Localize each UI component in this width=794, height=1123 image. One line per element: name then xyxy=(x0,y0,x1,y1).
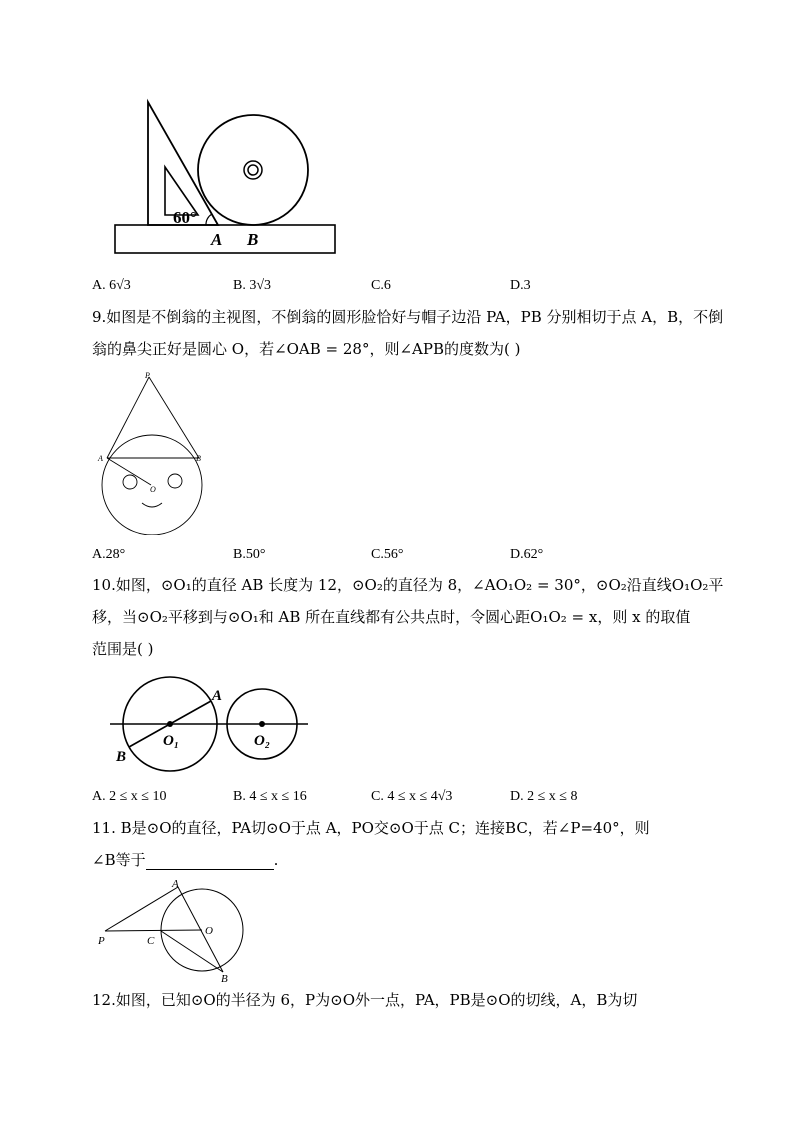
figure-tangent xyxy=(92,876,252,984)
point-label-b: B xyxy=(221,973,228,984)
set-square-outer xyxy=(148,102,218,225)
q10-option-b: B. 4 ≤ x ≤ 16 xyxy=(233,789,307,804)
point-label-o: O xyxy=(150,485,156,494)
left-eye xyxy=(123,475,137,489)
q9-option-a: A.28° xyxy=(92,547,126,562)
point-label-a: A xyxy=(212,688,223,704)
segment-bc xyxy=(161,931,223,972)
q11-text-prefix: ∠B等于 xyxy=(92,851,146,869)
disc-ring xyxy=(244,161,262,179)
q11-text-line1: 11. B是⊙O的直径，PA切⊙O于点 A，PO交⊙O于点 C；连接BC，若∠P=40°，则 xyxy=(92,819,650,837)
figure-set-square-circle xyxy=(110,95,345,260)
point-label-o1: O₁ xyxy=(163,733,180,749)
angle-label: 60° xyxy=(173,208,197,227)
ruler-base xyxy=(115,225,335,253)
diameter-ab xyxy=(178,887,223,972)
q9-option-c: C.56° xyxy=(371,547,404,562)
point-label-a: A xyxy=(98,454,103,463)
q10-option-d: D. 2 ≤ x ≤ 8 xyxy=(510,789,578,804)
q9-option-b: B.50° xyxy=(233,547,266,562)
right-eye xyxy=(168,474,182,488)
angle-arc xyxy=(206,214,212,225)
smile xyxy=(142,503,162,507)
disc-hole xyxy=(248,165,258,175)
q9-option-d: D.62° xyxy=(510,547,544,562)
q9-text-line2: 翁的鼻尖正好是圆心 O，若∠OAB = 28°，则∠APB的度数为( ) xyxy=(92,340,521,358)
q8-option-a: A. 6√3 xyxy=(92,278,131,293)
segment-ao xyxy=(107,458,151,485)
q11-text-suffix: . xyxy=(273,851,279,869)
q8-option-d: D.3 xyxy=(510,278,531,293)
q10-option-a: A. 2 ≤ x ≤ 10 xyxy=(92,789,167,804)
point-label-a: A xyxy=(172,878,179,890)
q10-text-line1: 10.如图，⊙O₁的直径 AB 长度为 12，⊙O₂的直径为 8，∠AO₁O₂ = 30°，⊙O₂沿直线O₁O₂平 xyxy=(92,576,724,594)
disc-circle xyxy=(198,115,308,225)
point-label-o: O xyxy=(205,925,213,937)
point-label-c: C xyxy=(147,935,155,947)
point-label-p: P xyxy=(98,935,105,947)
answer-blank[interactable] xyxy=(146,855,274,870)
figure-tumbler xyxy=(95,370,210,535)
q8-option-b: B. 3√3 xyxy=(233,278,272,293)
q10-text-line2: 移，当⊙O₂平移到与⊙O₁和 AB 所在直线都有公共点时，令圆心距O₁O₂ = x，则 x 的取值 xyxy=(92,608,691,626)
segment-po xyxy=(105,930,202,931)
point-label-b: B xyxy=(247,230,259,249)
q8-option-c: C.6 xyxy=(371,278,391,293)
figure-two-circles xyxy=(108,672,313,782)
q11-text-line2 xyxy=(92,850,278,870)
q10-option-c: C. 4 ≤ x ≤ 4√3 xyxy=(371,789,453,804)
q9-text-line1: 9.如图是不倒翁的主视图，不倒翁的圆形脸恰好与帽子边沿 PA，PB 分别相切于点 A，B，不倒 xyxy=(92,308,724,326)
point-label-p: P xyxy=(145,371,150,380)
point-label-a: A xyxy=(211,230,223,249)
point-label-o2: O₂ xyxy=(254,733,271,749)
q10-text-line3: 范围是( ) xyxy=(92,640,154,658)
point-label-b: B xyxy=(196,454,201,463)
point-label-b: B xyxy=(116,749,127,765)
q12-text-line1: 12.如图，已知⊙O的半径为 6，P为⊙O外一点，PA，PB是⊙O的切线，A，B为切 xyxy=(92,991,638,1009)
